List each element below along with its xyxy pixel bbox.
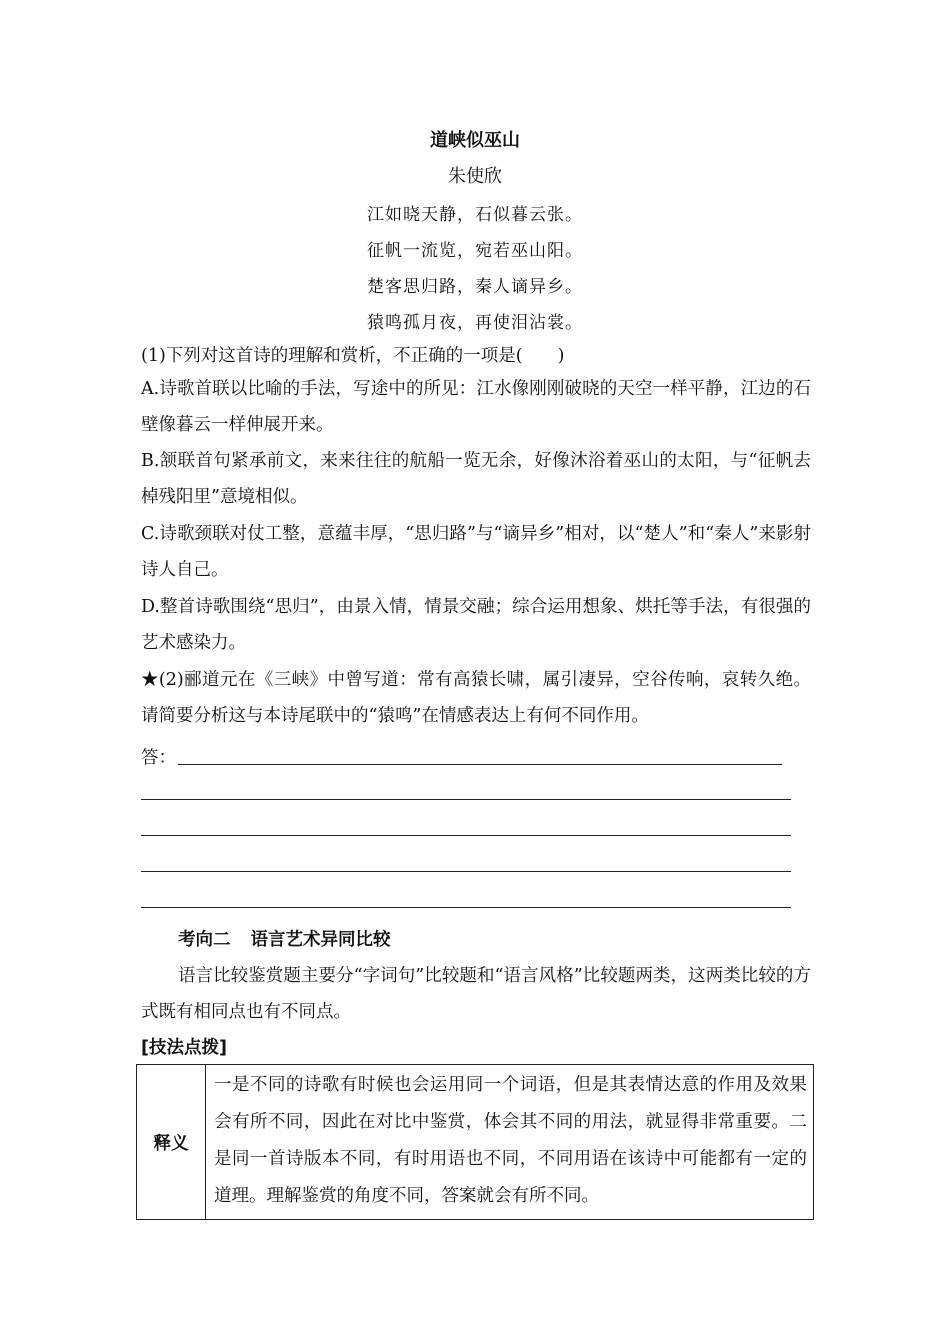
- answer-line-5[interactable]: [141, 907, 791, 908]
- table-row: [137, 1065, 814, 1220]
- skill-table: [136, 1064, 814, 1220]
- poem-line-2: 征帆一流览，宛若巫山阳。: [367, 241, 583, 261]
- section-heading-title: 语言艺术异同比较: [250, 930, 391, 950]
- question-1-stem: (1)下列对这首诗的理解和赏析，不正确的一项是( ): [141, 346, 565, 366]
- option-b: B.颔联首句紧承前文，来来往往的航船一览无余，好像沐浴着巫山的太阳，与“征帆去棹残阳里”意境相似。: [141, 451, 811, 507]
- section-intro: 语言比较鉴赏题主要分“字词句”比较题和“语言风格”比较题两类，这两类比较的方式既有相同点也有不同点。: [141, 966, 811, 1022]
- table-row-label: 释义: [137, 1065, 206, 1220]
- answer-line-1[interactable]: [178, 764, 782, 765]
- poem-line-4: 猿鸣孤月夜，再使泪沾裳。: [367, 313, 583, 333]
- section-heading-number: 考向二: [178, 930, 231, 950]
- poem-title: 道峡似巫山: [430, 130, 520, 151]
- answer-label: 答：: [141, 748, 176, 768]
- poem-line-1: 江如晓天静，石似暮云张。: [367, 205, 583, 225]
- skill-label: [技法点拨]: [141, 1038, 227, 1058]
- option-d: D.整首诗歌围绕“思归”，由景入情，情景交融；综合运用想象、烘托等手法，有很强的艺术感染力。: [141, 597, 811, 653]
- poem-line-3: 楚客思归路，秦人谪异乡。: [367, 277, 583, 297]
- answer-line-2[interactable]: [141, 799, 791, 800]
- poem-author: 朱使欣: [448, 166, 502, 187]
- table-row-content: 一是不同的诗歌有时候也会运用同一个词语，但是其表情达意的作用及效果会有所不同，因此在对比中鉴赏，体会其不同的用法，就显得非常重要。二是同一首诗版本不同，有时用语也不同，不同用语在该诗中可能都有一定的道理。理解鉴赏的角度不同，答案就会有所不同。: [206, 1065, 814, 1220]
- option-a: A.诗歌首联以比喻的手法，写途中的所见：江水像刚刚破晓的天空一样平静，江边的石壁像暮云一样伸展开来。: [141, 379, 811, 435]
- section-heading: [178, 926, 391, 951]
- option-c: C.诗歌颈联对仗工整，意蕴丰厚，“思归路”与“谪异乡”相对，以“楚人”和“秦人”来影射诗人自己。: [141, 524, 811, 580]
- answer-line-3[interactable]: [141, 835, 791, 836]
- question-2-stem: ★(2)郦道元在《三峡》中曾写道：常有高猿长啸，属引凄异，空谷传响，哀转久绝。请简要分析这与本诗尾联中的“猿鸣”在情感表达上有何不同作用。: [141, 670, 811, 726]
- answer-line-4[interactable]: [141, 871, 791, 872]
